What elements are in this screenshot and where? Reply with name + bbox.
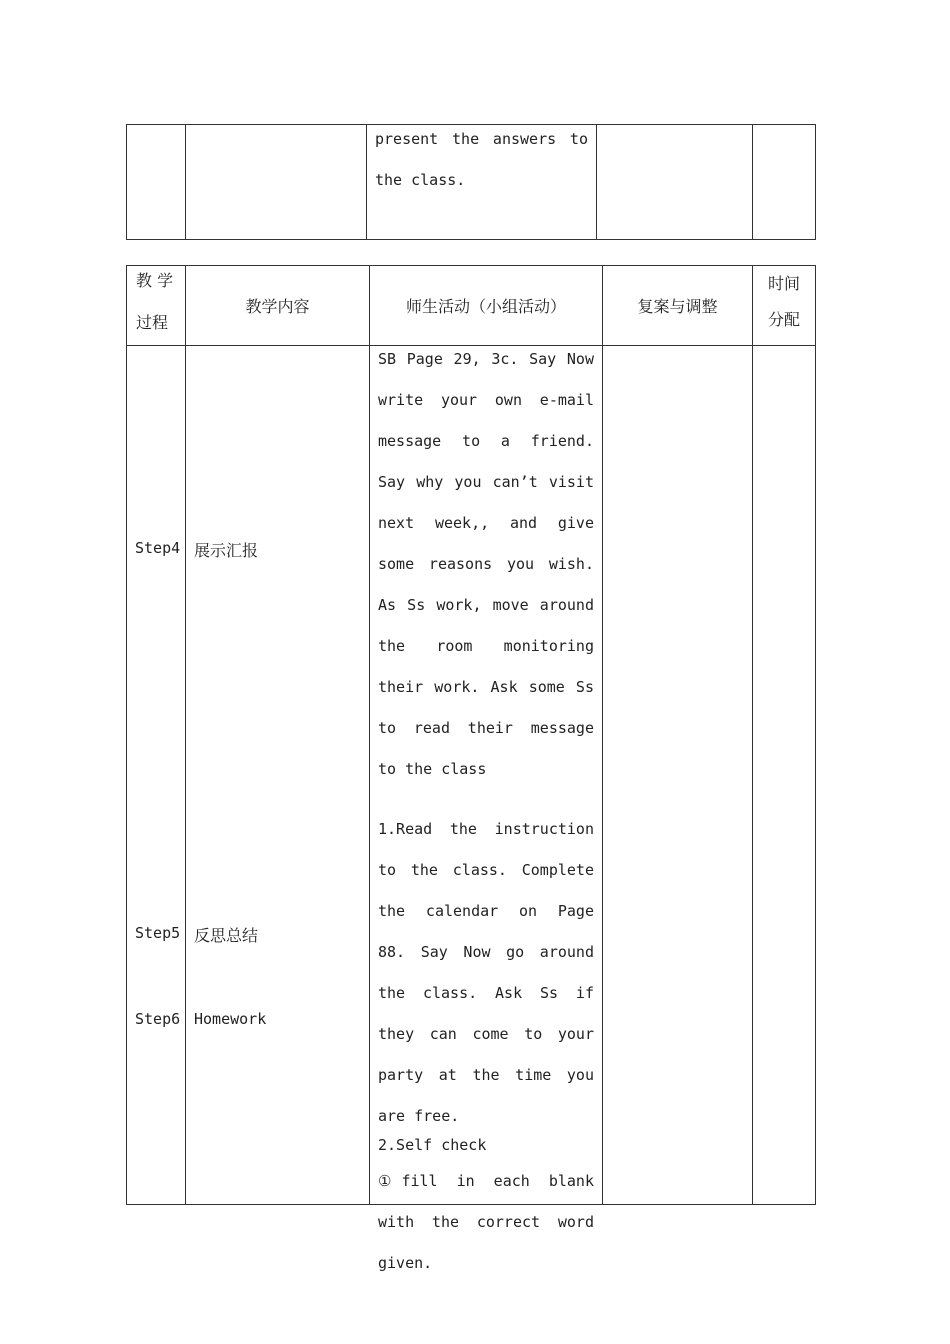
header-row	[127, 266, 816, 346]
header-content	[186, 266, 370, 346]
activity-text: present the answers to the class.	[375, 130, 588, 189]
step6-label: Step6	[135, 1010, 181, 1028]
step-column	[127, 346, 186, 1205]
activity-column	[370, 346, 603, 1272]
cell-empty	[753, 125, 816, 240]
time-column	[753, 346, 816, 1205]
step4-content: 展示汇报	[194, 541, 259, 560]
header-time-line2: 分配	[768, 310, 801, 329]
header-activity-label: 师生活动（小组活动）	[405, 297, 566, 316]
self-check-label: 2.Self check	[378, 1136, 487, 1154]
step5-activity: 1.Read the instruction to the class. Complete the calendar on Page 88. Say Now go around the class. Ask Ss if they can come to your party at the time you are free.	[378, 820, 594, 1125]
step5-content: 反思总结	[194, 926, 259, 945]
cell-empty	[127, 125, 186, 240]
continuation-row	[127, 125, 816, 240]
activity-cell	[367, 125, 597, 240]
revision-column	[603, 346, 753, 1205]
exercise-text: ①fill in each blank with the correct word given.	[378, 1172, 594, 1272]
header-revision-label: 复案与调整	[637, 297, 718, 316]
header-process-line2: 过程	[136, 313, 169, 332]
cell-empty	[186, 125, 367, 240]
header-process-line1: 教 学	[136, 271, 174, 290]
step5-label: Step5	[135, 924, 181, 942]
body-row	[127, 346, 816, 1205]
header-revision	[603, 266, 753, 346]
header-content-label: 教学内容	[245, 297, 310, 316]
header-time-line1: 时间	[768, 274, 801, 293]
header-activity	[370, 266, 603, 346]
step6-content: Homework	[194, 1010, 267, 1028]
step4-label: Step4	[135, 539, 181, 557]
step4-activity: SB Page 29, 3c. Say Now write your own e-mail message to a friend. Say why you can’t visit next week,, and give some reasons you wish. As Ss work, move around the room monitoring their work. Ask some Ss to read their message to the class	[378, 350, 594, 778]
lesson-table	[126, 265, 816, 1272]
header-process	[127, 266, 186, 346]
continuation-table	[126, 124, 816, 240]
content-column	[186, 346, 370, 1205]
cell-empty	[597, 125, 753, 240]
header-time	[753, 266, 816, 346]
